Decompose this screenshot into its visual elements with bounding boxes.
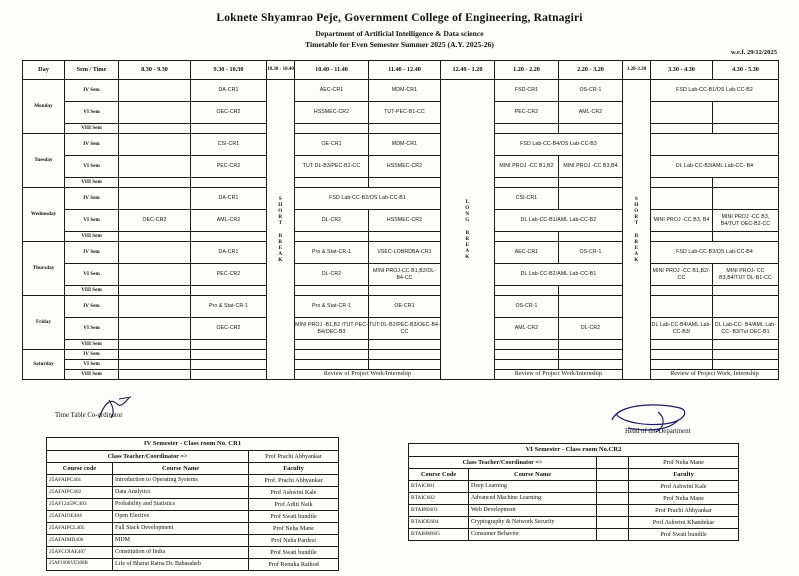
slot[interactable]	[651, 340, 713, 350]
sem-label: VIII Sem	[65, 340, 119, 350]
slot[interactable]: DL Lab-CC-B1/AML Lab-CC-B2	[495, 210, 623, 232]
course-name: Full Stack Development	[113, 523, 249, 535]
slot[interactable]: OS-CR-1	[559, 80, 623, 102]
slot[interactable]	[495, 124, 559, 134]
slot[interactable]	[191, 124, 267, 134]
slot[interactable]	[495, 286, 559, 296]
slot[interactable]	[295, 286, 369, 296]
table-row	[23, 350, 779, 360]
table-row	[23, 296, 779, 318]
sem-label: IV Sem	[65, 80, 119, 102]
slot[interactable]	[713, 124, 779, 134]
course-faculty: Prof Prachi Abhyankar	[629, 505, 739, 517]
slot[interactable]: MINI PROJ -CC B3, B4/TUT OEC-B2-CC	[713, 210, 779, 232]
col-slot-5: 1.20 - 2.20	[495, 61, 559, 80]
col-slot-4: 11.40 - 12.40	[369, 61, 441, 80]
sem-label: VIII Sem	[65, 232, 119, 242]
sem-label: VI Sem	[65, 210, 119, 232]
sem-label: VI Sem	[65, 318, 119, 340]
coordinator-name-iv: Prof Prachi Abhyankar	[249, 451, 339, 463]
slot[interactable]	[651, 188, 713, 210]
slot[interactable]	[559, 350, 623, 360]
course-code: 25AF1000VE308B	[47, 559, 113, 571]
slot[interactable]: MINI PROJ -CC B3,B4	[559, 156, 623, 178]
col-slot-7: 3.30 - 4.30	[651, 61, 713, 80]
table-row	[47, 438, 339, 451]
row-spacer	[597, 481, 629, 493]
course-faculty: Prof Ashwini Khandekar	[629, 517, 739, 529]
slot[interactable]	[119, 178, 191, 188]
slot[interactable]	[119, 102, 191, 124]
course-name: Web Development	[469, 505, 597, 517]
sem-label: IV Sem	[65, 188, 119, 210]
slot[interactable]: DL-CR2	[295, 210, 369, 232]
course-table-vi-semester	[408, 443, 739, 541]
col-course-code-iv: Course code	[47, 463, 113, 475]
sem-label: IV Sem	[65, 134, 119, 156]
course-name: Data Analytics	[113, 487, 249, 499]
short-break-2: S H O R T B R E A K	[623, 80, 651, 380]
sem-label: IV Sem	[65, 296, 119, 318]
slot[interactable]: AEC-CR1	[495, 242, 559, 264]
slot[interactable]: DL-CR2	[295, 264, 369, 286]
course-faculty: Prof Neha Mane	[629, 493, 739, 505]
sem-label: VIII Sem	[65, 286, 119, 296]
slot[interactable]	[713, 350, 779, 360]
slot[interactable]	[191, 340, 267, 350]
slot[interactable]: AML-CR2	[495, 318, 559, 340]
slot[interactable]: FSD Lab-CC-B3/OS Lab-CC-B4	[651, 242, 779, 264]
col-day: Day	[23, 61, 65, 80]
slot[interactable]: DA-CR1	[191, 188, 267, 210]
course-faculty: Prof Aditi Naik	[249, 499, 339, 511]
course-faculty: Prof Ashwini Kale	[249, 487, 339, 499]
slot[interactable]	[559, 188, 623, 210]
sem-label: VI Sem	[65, 360, 119, 370]
table-row	[23, 210, 779, 232]
course-faculty: Prof Swati bundile	[249, 511, 339, 523]
day-label-wednesday: Wednesday	[23, 188, 65, 242]
row-spacer	[597, 493, 629, 505]
slot[interactable]: HSSMEC-CR2	[369, 156, 441, 178]
slot[interactable]: DL Lab-CC-B2/AML Lab-CC-B1	[495, 264, 623, 286]
slot[interactable]	[495, 350, 559, 360]
course-name: Consumer Behavior	[469, 529, 597, 541]
slot[interactable]	[369, 124, 441, 134]
slot[interactable]	[559, 178, 623, 188]
col-sem-time: Sem / Time	[65, 61, 119, 80]
slot[interactable]	[191, 350, 267, 360]
table-row	[409, 469, 739, 481]
day-label-thursday: Thursday	[23, 242, 65, 296]
course-name: Deep Learning	[469, 481, 597, 493]
slot[interactable]: TUT DL-B3/PEC-B2-CC	[295, 156, 369, 178]
coordinator-name-vi: Prof Neha Mane	[629, 457, 739, 469]
slot[interactable]	[713, 102, 779, 124]
course-faculty: Prof Swati bundile	[629, 529, 739, 541]
slot[interactable]	[191, 360, 267, 370]
course-faculty: Prof Swati bundile	[249, 547, 339, 559]
table-row	[409, 481, 739, 493]
slot[interactable]	[559, 286, 623, 296]
col-slot-1: 8.30 - 9.30	[119, 61, 191, 80]
slot[interactable]: OEC-CR2	[191, 318, 267, 340]
table-row	[47, 475, 339, 487]
sem-label: VIII Sem	[65, 124, 119, 134]
slot[interactable]	[119, 264, 191, 286]
slot[interactable]	[295, 350, 369, 360]
slot[interactable]	[651, 350, 713, 360]
course-code: 25AFCOIAE407	[47, 547, 113, 559]
slot[interactable]: MINI PROJ -CC B1,B2/-CC	[651, 264, 713, 286]
table-row	[409, 493, 739, 505]
slot[interactable]	[713, 296, 779, 318]
slot[interactable]: TUT-PEC-B1-CC	[369, 102, 441, 124]
course-name: Constitution of India	[113, 547, 249, 559]
table-row	[23, 134, 779, 156]
slot[interactable]: DL Lab-CC- B4/AML Lab-CC- B3/Tut OEC-B1	[713, 318, 779, 340]
sem-label: VI Sem	[65, 264, 119, 286]
timetable-container	[22, 60, 778, 380]
table-row	[47, 499, 339, 511]
slot[interactable]: MINI PROJ -B1,B2 /TUT PEC-B4/OEC-B3	[295, 318, 369, 340]
slot[interactable]	[119, 242, 191, 264]
hod-signature-label: Head of the Department	[625, 428, 691, 435]
course-code: 25AF1245PC403	[47, 499, 113, 511]
course-name: Life of Bharat Ratna Dr. Babasaheb	[113, 559, 249, 571]
slot[interactable]	[369, 178, 441, 188]
table-row	[23, 80, 779, 102]
slot[interactable]	[119, 188, 191, 210]
slot[interactable]: VSEC-LOBRDBA-CR1	[369, 242, 441, 264]
slot[interactable]	[651, 286, 713, 296]
table-row	[23, 370, 779, 380]
slot[interactable]	[651, 134, 779, 156]
slot[interactable]	[119, 350, 191, 360]
course-code: BTAIPE603	[409, 505, 469, 517]
table-row	[409, 457, 739, 469]
slot[interactable]	[651, 296, 713, 318]
slot[interactable]	[713, 360, 779, 370]
col-slot-break1: 10.30 - 10.40	[267, 61, 295, 80]
row-spacer	[597, 529, 629, 541]
slot[interactable]	[651, 124, 713, 134]
col-slot-3: 10.40 - 11.40	[295, 61, 369, 80]
slot[interactable]: CSI-CR1	[191, 134, 267, 156]
sem-label: VIII Sem	[65, 178, 119, 188]
course-code: BTAIHM605	[409, 529, 469, 541]
row-spacer	[597, 505, 629, 517]
slot[interactable]: OS-CR-1	[559, 242, 623, 264]
slot[interactable]: FSD-CR1	[495, 80, 559, 102]
sem-label: VIII Sem	[65, 370, 119, 380]
course-code: BTAIC601	[409, 481, 469, 493]
slot[interactable]	[191, 232, 267, 242]
slot[interactable]	[651, 232, 713, 242]
row-spacer	[597, 517, 629, 529]
course-code: 25AFAIPCL405	[47, 523, 113, 535]
slot[interactable]: DA-CR1	[191, 80, 267, 102]
course-faculty: Prof Ashwini Kale	[629, 481, 739, 493]
slot[interactable]: DL Lab-CC-B4/AML Lab-CC-B3/	[651, 318, 713, 340]
table-row	[23, 318, 779, 340]
table-row	[23, 124, 779, 134]
slot[interactable]	[495, 178, 559, 188]
slot[interactable]: DL-CR2	[559, 318, 623, 340]
timetable-header-row	[23, 61, 779, 80]
slot[interactable]	[119, 340, 191, 350]
col-course-code-vi: Course Code	[409, 469, 469, 481]
slot[interactable]	[369, 286, 441, 296]
course-name: Advanced Machine Learning	[469, 493, 597, 505]
coordinator-signature-label: Time Table Co-ordinator	[55, 412, 123, 419]
slot[interactable]: HSSMEC-CR2	[369, 210, 441, 232]
course-code: BTAIOE604	[409, 517, 469, 529]
slot[interactable]	[559, 232, 623, 242]
table-row	[23, 286, 779, 296]
sem-label: IV Sem	[65, 350, 119, 360]
slot[interactable]	[295, 232, 369, 242]
slot[interactable]	[119, 318, 191, 340]
slot[interactable]: PEC-CR2	[495, 102, 559, 124]
slot[interactable]	[495, 232, 559, 242]
slot[interactable]: DL Lab-CC-B3/AML Lab-CC- B4	[651, 156, 779, 178]
col-slot-8: 4.30 - 5.30	[713, 61, 779, 80]
review-project-work-2[interactable]: Review of Project Work/Internship	[495, 370, 623, 380]
slot[interactable]	[369, 350, 441, 360]
slot[interactable]	[713, 232, 779, 242]
slot[interactable]: AEC-CR1	[295, 80, 369, 102]
course-code: 25AFAIPC402	[47, 487, 113, 499]
course-name: MDM	[113, 535, 249, 547]
slot[interactable]: MINI PROJ -CC B1,B2	[495, 156, 559, 178]
table-row	[23, 232, 779, 242]
slot[interactable]	[369, 232, 441, 242]
slot[interactable]: MINI PROJ-CC B1,B2/DL-B4-CC	[369, 264, 441, 286]
slot[interactable]: OE-CR1	[369, 296, 441, 318]
slot[interactable]	[191, 370, 267, 380]
slot[interactable]	[119, 296, 191, 318]
slot[interactable]	[119, 286, 191, 296]
table-row	[23, 340, 779, 350]
slot[interactable]	[713, 178, 779, 188]
slot[interactable]	[713, 340, 779, 350]
col-slot-6: 2.20 - 3.20	[559, 61, 623, 80]
slot[interactable]	[295, 124, 369, 134]
slot[interactable]	[295, 178, 369, 188]
course-faculty: Prof Neha Mane	[249, 523, 339, 535]
coordinator-label-iv: Class Teacher/Coordinator =>	[47, 451, 249, 463]
sem-label: VI Sem	[65, 102, 119, 124]
slot[interactable]	[559, 340, 623, 350]
sem-label: IV Sem	[65, 242, 119, 264]
table-row	[47, 463, 339, 475]
col-slot-lunch: 12.40 - 1.20	[441, 61, 495, 80]
course-faculty: Prof Renuka Rathod	[249, 559, 339, 571]
table-row	[47, 523, 339, 535]
table-row	[23, 178, 779, 188]
slot[interactable]: MDM-CR1	[369, 80, 441, 102]
slot[interactable]	[713, 188, 779, 210]
long-break: L O N G B R E A K	[441, 80, 495, 380]
col-slot-break2: 3.20-3.30	[623, 61, 651, 80]
col-faculty-iv: Faculty	[249, 463, 339, 475]
slot[interactable]	[559, 296, 623, 318]
slot[interactable]	[191, 178, 267, 188]
review-project-work-3[interactable]: Review of Project Work, Internship	[651, 370, 779, 380]
slot[interactable]	[713, 286, 779, 296]
course-code: BTAIC602	[409, 493, 469, 505]
slot[interactable]: FSD Lab-CC-B1/OS Lab-CC-B2	[651, 80, 779, 102]
slot[interactable]	[495, 340, 559, 350]
table-row	[23, 264, 779, 286]
slot[interactable]: TUT:DL-B2/PEC-B3/OEC-B4-CC	[369, 318, 441, 340]
timetable-subtitle: Timetable for Even Semester Summer 2025 (A.Y. 2025-26)	[305, 40, 494, 49]
course-code: 25AFAIMD406	[47, 535, 113, 547]
slot[interactable]: Pro & Stat-CR-1	[191, 296, 267, 318]
course-name: Open Elective	[113, 511, 249, 523]
day-label-monday: Monday	[23, 80, 65, 134]
table-row	[23, 360, 779, 370]
review-project-work-1[interactable]: Review of Project Work/Internship	[295, 370, 441, 380]
slot[interactable]: OE-CR1	[295, 134, 369, 156]
slot[interactable]: MINI PROJ -CC B3, B4	[651, 210, 713, 232]
slot[interactable]: PEC-CR2	[191, 264, 267, 286]
slot[interactable]: FSD Lab-CC-B4/OS Lab-CC-B3	[495, 134, 623, 156]
slot[interactable]	[369, 340, 441, 350]
slot[interactable]	[295, 340, 369, 350]
slot[interactable]: Pro & Stat-CR-1	[295, 296, 369, 318]
table-row	[409, 444, 739, 457]
slot[interactable]	[651, 102, 713, 124]
slot[interactable]: AML-CR2	[559, 102, 623, 124]
slot[interactable]	[119, 80, 191, 102]
course-table-iv-semester	[46, 437, 339, 571]
day-label-friday: Friday	[23, 296, 65, 350]
course-table-vi-title: VI Semester - Class room No.CR2	[409, 444, 739, 457]
slot[interactable]	[191, 286, 267, 296]
table-row	[47, 559, 339, 571]
table-row	[23, 242, 779, 264]
short-break-1: S H O R T B R E A K	[267, 80, 295, 380]
course-table-iv-title: IV Semester - Class room No. CR1	[47, 438, 339, 451]
slot[interactable]: MDM-CR1	[369, 134, 441, 156]
slot[interactable]: OEC-CR2	[119, 210, 191, 232]
slot[interactable]: PEC-CR2	[191, 156, 267, 178]
course-code: 25AFAIPC401	[47, 475, 113, 487]
slot[interactable]	[119, 370, 191, 380]
timetable-grid	[22, 60, 779, 380]
slot[interactable]: MINI PROJ- CC B3,B4/TUT DL-B1-CC	[713, 264, 779, 286]
slot[interactable]: FSD Lab-CC-B2/OS Lab-CC-B1	[295, 188, 441, 210]
slot[interactable]	[559, 124, 623, 134]
course-code: 25AFAIOE404	[47, 511, 113, 523]
table-row	[47, 511, 339, 523]
table-row	[47, 487, 339, 499]
slot[interactable]	[651, 360, 713, 370]
table-row	[23, 156, 779, 178]
slot[interactable]: CSI-CR1	[495, 188, 559, 210]
slot[interactable]: OEC-CR2	[191, 102, 267, 124]
table-row	[409, 529, 739, 541]
institute-name: Loknete Shyamrao Peje, Government College of Engineering, Ratnagiri	[216, 12, 583, 24]
table-row	[47, 451, 339, 463]
col-course-name-vi: Course Name	[469, 469, 597, 481]
course-name: Cryptography & Network Security	[469, 517, 597, 529]
table-row	[47, 547, 339, 559]
table-row	[409, 517, 739, 529]
coordinator-label-vi: Class Teacher/Coordinator =>	[409, 457, 597, 469]
document-header	[0, 0, 799, 49]
col-slot-2: 9.30 - 10.30	[191, 61, 267, 80]
header-spacer-vi	[597, 469, 629, 481]
slot[interactable]	[369, 360, 441, 370]
table-row	[23, 102, 779, 124]
slot[interactable]	[295, 360, 369, 370]
col-faculty-vi: Faculty	[629, 469, 739, 481]
course-name: Probability and Statistics	[113, 499, 249, 511]
slot[interactable]	[495, 360, 559, 370]
wef-date: w.e.f. 29/12/2025	[730, 49, 777, 56]
col-course-name-iv: Course Name	[113, 463, 249, 475]
slot[interactable]	[119, 124, 191, 134]
slot[interactable]	[119, 156, 191, 178]
coordinator-spacer-vi	[597, 457, 629, 469]
slot[interactable]: DA-CR1	[191, 242, 267, 264]
slot[interactable]: HSSMEC-CR2	[295, 102, 369, 124]
slot[interactable]	[651, 178, 713, 188]
table-row	[23, 188, 779, 210]
table-row	[409, 505, 739, 517]
sem-label: VI Sem	[65, 156, 119, 178]
table-row	[47, 535, 339, 547]
slot[interactable]	[119, 360, 191, 370]
course-name: Introduction to Operating Systems	[113, 475, 249, 487]
slot[interactable]	[119, 134, 191, 156]
timetable-body	[23, 80, 779, 380]
slot[interactable]: OS-CR-1	[495, 296, 559, 318]
slot[interactable]: Pro & Stat-CR-1	[295, 242, 369, 264]
course-faculty: Prof. Prachi Abhyankar	[249, 475, 339, 487]
slot[interactable]	[119, 232, 191, 242]
department-name: Department of Artificial Intelligence & Data science	[315, 29, 484, 38]
slot[interactable]	[559, 360, 623, 370]
day-label-tuesday: Tuesday	[23, 134, 65, 188]
course-faculty: Prof Neha Pardesi	[249, 535, 339, 547]
day-label-saturday: Saturday	[23, 350, 65, 380]
slot[interactable]: AML-CR2	[191, 210, 267, 232]
